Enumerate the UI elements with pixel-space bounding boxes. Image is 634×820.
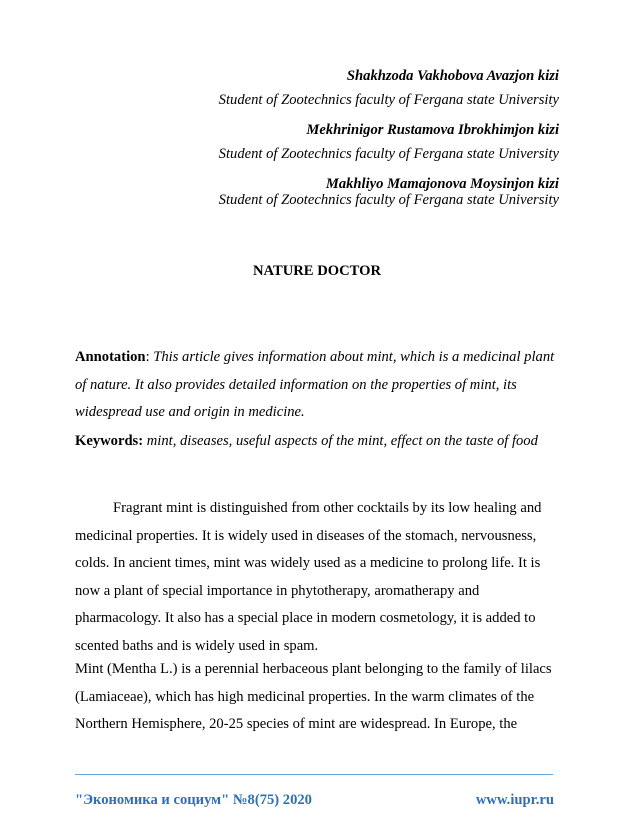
author-name: Shakhzoda Vakhobova Avazjon kizi [346,68,559,84]
author-name: Mekhrinigor Rustamova Ibrokhimjon kizi [306,122,559,138]
keywords-label: Keywords: [75,433,144,449]
author-affiliation: Student of Zootechnics faculty of Fergana state University [218,146,559,162]
footer-divider [75,774,553,775]
author-name: Makhliyo Mamajonova Moysinjon kizi [325,176,559,192]
author-affiliation: Student of Zootechnics faculty of Fergana state University [218,192,559,208]
keywords-text: mint, diseases, useful aspects of the mint, effect on the taste of food [146,433,538,449]
body-paragraph: Mint (Mentha L.) is a perennial herbaceous plant belonging to the family of lilacs (Lamiaceae), which has high medicinal properties. In the warm climates of the Northern Hemisphere, 20-25 species of mint are widespread. In Europe, the [75,661,552,732]
annotation-label: Annotation [75,349,146,365]
keywords [75,428,561,456]
author-affiliation: Student of Zootechnics faculty of Fergana state University [218,92,559,108]
annotation-text: This article gives information about mint, which is a medicinal plant of nature. It also provides detailed information on the properties of mint, its widespread use and origin in medicine. [75,349,555,420]
footer-journal: "Экономика и социум" №8(75) 2020 [75,792,312,808]
body-paragraph: Fragrant mint is distinguished from other cocktails by its low healing and medicinal properties. It is widely used in diseases of the stomach, nervousness, colds. In ancient times, mint was widely used as a medicine to prolong life. It is now a plant of special importance in phytotherapy, aromatherapy and pharmacology. It also has a special place in modern cosmetology, it is added to scented baths and is widely used in spam. [75,500,542,654]
annotation: Annotation: This article gives information about mint, which is a medicinal plant of nature. It also provides detailed information on the properties of mint, its widespread use and origin in medicine. [75,349,555,420]
footer-url[interactable]: www.iupr.ru [475,792,554,808]
author-block [219,68,559,209]
article-title: NATURE DOCTOR [253,263,381,279]
